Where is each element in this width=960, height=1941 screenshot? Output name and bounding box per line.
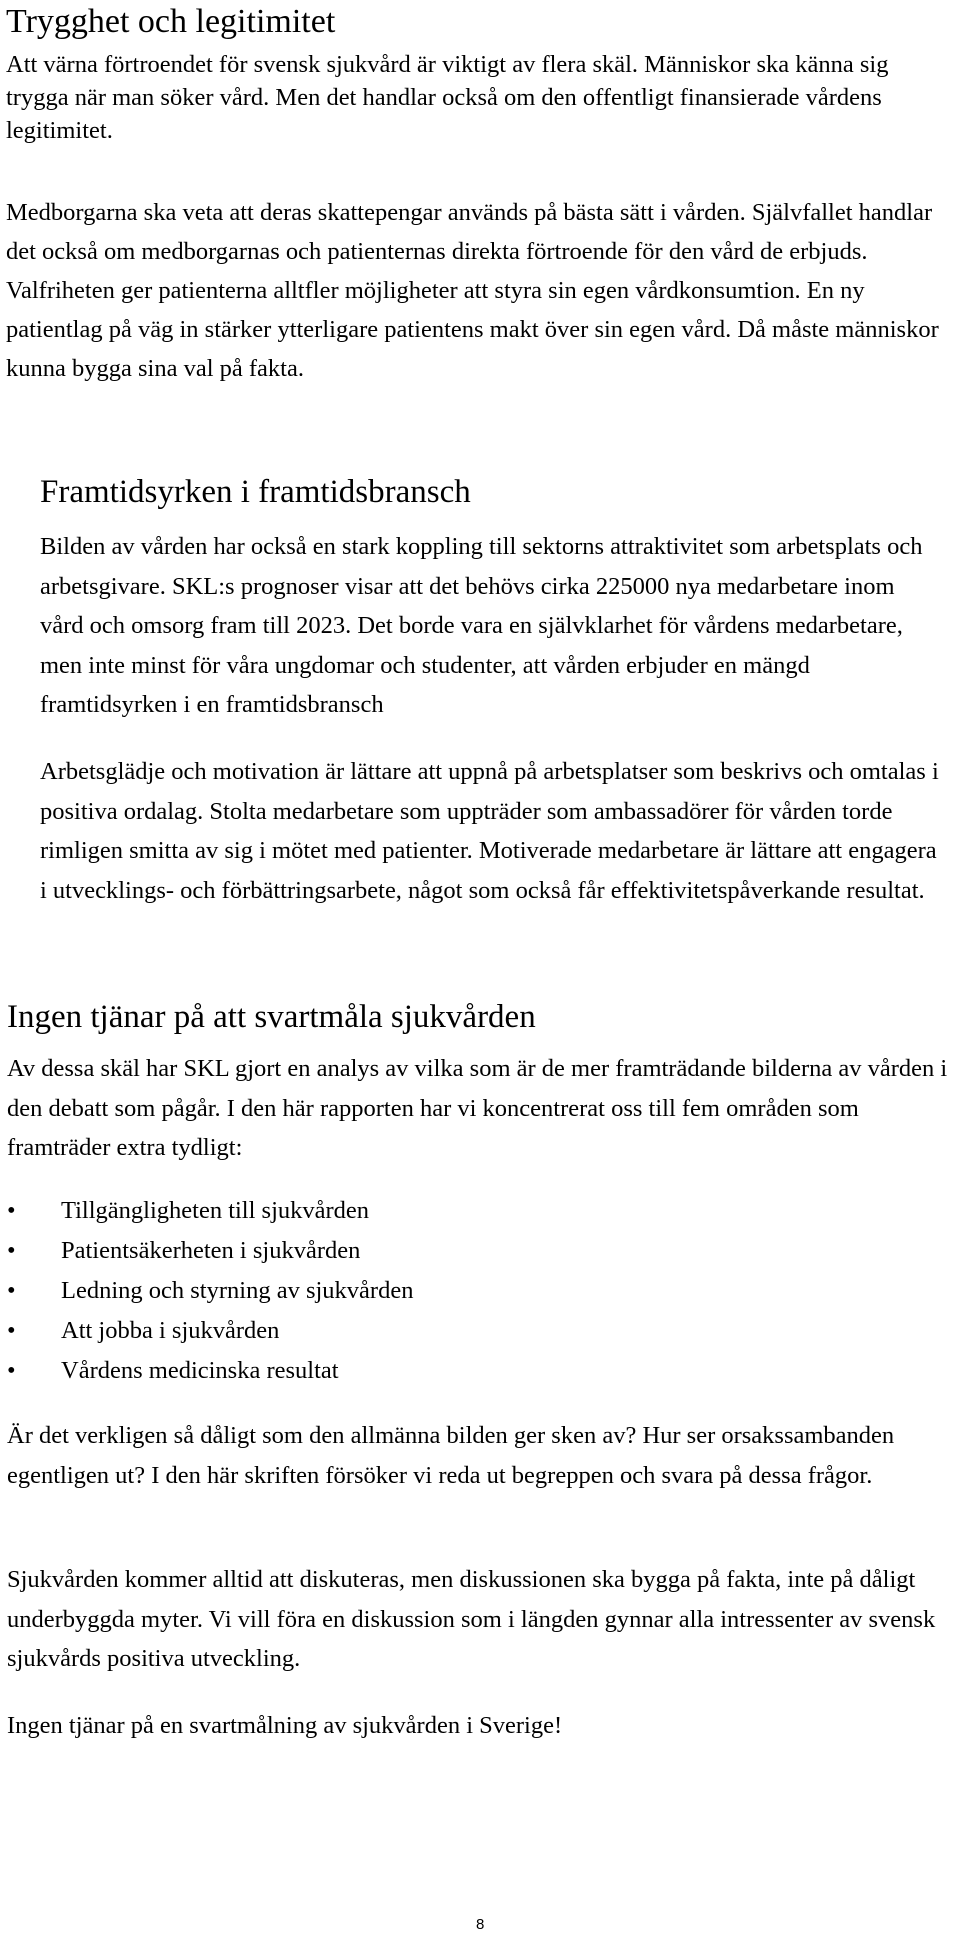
list-item-label: Att jobba i sjukvården [61, 1317, 280, 1344]
list-item-label: Vårdens medicinska resultat [61, 1357, 339, 1384]
section-heading-framtidsyrken: Framtidsyrken i framtidsbransch [40, 474, 471, 510]
list-item [7, 1191, 413, 1231]
list-item [7, 1311, 413, 1351]
list-item-label: Tillgängligheten till sjukvården [61, 1197, 370, 1224]
list-item-label: Patientsäkerheten i sjukvården [61, 1237, 361, 1264]
bullet-icon: • [7, 1237, 16, 1264]
list-item [7, 1231, 413, 1271]
paragraph: Bilden av vården har också en stark koppling till sektorns attraktivitet som arbetsplats och arbetsgivare. SKL:s prognoser visar att det behövs cirka 225000 nya medarbetare inom vård och omsorg fram till 2023. Det borde vara en självklarhet för vårdens medarbetare, men inte minst för våra ungdomar och studenter, att vården erbjuder en mängd framtidsyrken i en framtidsbransch [40, 533, 923, 718]
paragraph: Är det verkligen så dåligt som den allmänna bilden ger sken av? Hur ser orsakssambanden egentligen ut? I den här skriften försöker vi reda ut begreppen och svara på dessa frågor. [7, 1422, 895, 1489]
bullet-icon: • [7, 1317, 16, 1344]
list-item-label: Ledning och styrning av sjukvården [61, 1277, 414, 1304]
bullet-icon: • [7, 1197, 16, 1224]
paragraph: Av dessa skäl har SKL gjort en analys av vilka som är de mer framträdande bilderna av vården i den debatt som pågår. I den här rapporten har vi koncentrerat oss till fem områden som framträder extra tydligt: [7, 1055, 948, 1161]
list-item [7, 1351, 413, 1391]
paragraph: Sjukvården kommer alltid att diskuteras, men diskussionen ska bygga på fakta, inte på dåligt underbyggda myter. Vi vill föra en diskussion som i längden gynnar alla intressenter av svensk sjukvårds positiva utveckling. [7, 1566, 936, 1672]
paragraph: Ingen tjänar på en svartmålning av sjukvården i Sverige! [7, 1712, 563, 1739]
bullet-icon: • [7, 1357, 16, 1384]
bullet-list [7, 1191, 413, 1391]
bullet-icon: • [7, 1277, 16, 1304]
paragraph: Medborgarna ska veta att deras skattepengar används på bästa sätt i vården. Självfallet handlar det också om medborgarnas och patienternas direkta förtroende för den vård de erbjuds. Valfriheten ger patienterna alltfler möjligheter att styra sin egen vårdkonsumtion. En ny patientlag på väg in stärker ytterligare patientens makt över sin egen vård. Då måste människor kunna bygga sina val på fakta. [6, 199, 939, 382]
page-number: 8 [476, 1916, 485, 1933]
paragraph: Att värna förtroendet för svensk sjukvård är viktigt av flera skäl. Människor ska känna sig trygga när man söker vård. Men det handlar också om den offentligt finansierade vårdens legitimitet. [6, 51, 889, 144]
paragraph: Arbetsglädje och motivation är lättare att uppnå på arbetsplatser som beskrivs och omtalas i positiva ordalag. Stolta medarbetare som uppträder som ambassadörer för vården torde rimligen smitta av sig i mötet med patienter. Motiverade medarbetare är lättare att engagera i utvecklings- och förbättringsarbete, något som också får effektivitetspåverkande resultat. [40, 758, 939, 904]
list-item [7, 1271, 413, 1311]
section-heading-trygghet: Trygghet och legitimitet [6, 3, 336, 40]
section-heading-svartmala: Ingen tjänar på att svartmåla sjukvården [7, 999, 536, 1035]
